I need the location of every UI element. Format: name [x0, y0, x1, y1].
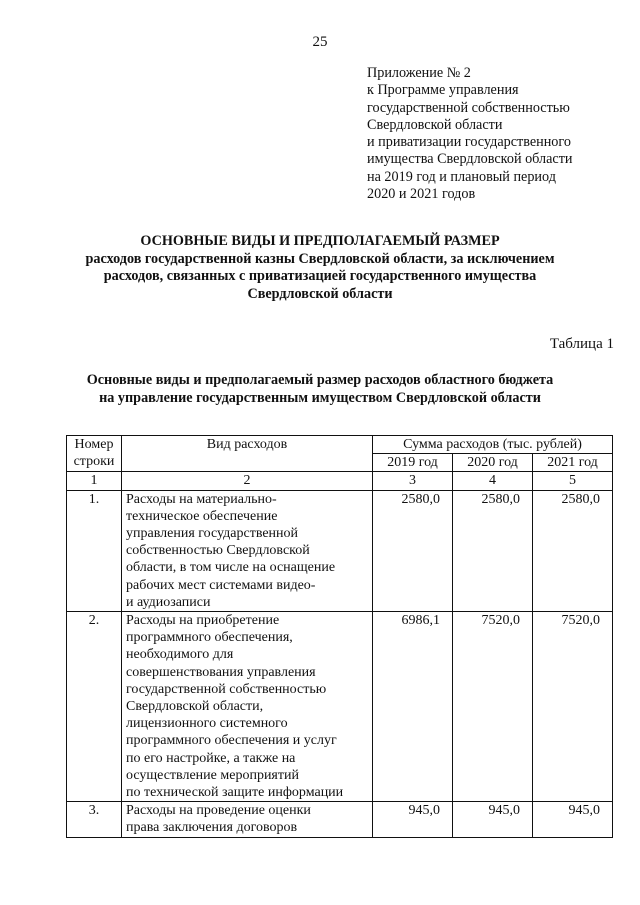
expense-kind-line: Расходы на материально-: [126, 491, 277, 507]
caption-line: Основные виды и предполагаемый размер расходов областного бюджета: [86, 372, 554, 388]
appendix-line: и приватизации государственного: [367, 134, 571, 151]
header-row-number-line: Номер: [74, 437, 114, 452]
header-row-number: [67, 436, 122, 472]
appendix-line: Свердловской области: [367, 116, 503, 133]
header-year-2019: 2019 год: [373, 454, 453, 472]
title-line: расходов, связанных с приватизацией государственного имущества: [103, 268, 537, 284]
amount-cell: 2580,0: [533, 490, 613, 611]
amount-cell: 6986,1: [373, 612, 453, 802]
table-number: Таблица 1: [549, 336, 614, 352]
title-line: Свердловской области: [247, 285, 393, 302]
appendix-line: к Программе управления: [367, 82, 519, 99]
expense-kind-cell: [122, 490, 373, 611]
column-index: 2: [122, 472, 373, 490]
caption-line: на управление государственным имуществом Свердловской области: [99, 389, 541, 406]
column-index: 1: [67, 472, 122, 490]
expense-kind-line: Расходы на приобретение: [126, 613, 280, 629]
table-row: [67, 612, 613, 802]
amount-cell: 7520,0: [533, 612, 613, 802]
expense-kind-line: программного обеспечения и услуг: [126, 733, 337, 749]
expense-kind-line: совершенствования управления: [126, 664, 316, 680]
expense-kind-line: осуществление мероприятий: [126, 767, 299, 783]
expense-kind-line: Расходы на проведение оценки: [126, 803, 311, 819]
expense-kind-line: техническое обеспечение: [126, 508, 278, 524]
appendix-line: имущества Свердловской области: [367, 151, 573, 168]
expense-kind-line: лицензионного системного: [126, 716, 288, 732]
header-year-2021: 2021 год: [533, 454, 613, 472]
expense-kind-line: области, в том числе на оснащение: [126, 560, 336, 576]
amount-cell: 945,0: [533, 802, 613, 837]
amount-cell: 7520,0: [453, 612, 533, 802]
expense-kind-line: необходимого для: [126, 647, 234, 663]
appendix-line: 2020 и 2021 годов: [367, 186, 476, 203]
amount-cell: 2580,0: [453, 490, 533, 611]
expense-kind-cell: [122, 802, 373, 837]
expenses-table: [66, 435, 613, 838]
table-row: [67, 490, 613, 611]
table-header-row: [67, 436, 613, 454]
column-index-row: [67, 472, 613, 490]
table-caption: [0, 372, 640, 407]
appendix-note: [367, 65, 627, 203]
expense-kind-line: рабочих мест системами видео-: [126, 577, 316, 593]
expense-kind-line: права заключения договоров: [126, 820, 298, 836]
document-title: [0, 233, 640, 303]
appendix-line: Приложение № 2: [367, 65, 471, 81]
row-number-cell: 1.: [67, 490, 122, 611]
expense-kind-line: Свердловской области,: [126, 699, 264, 715]
expense-kind-line: по его настройке, а также на: [126, 750, 296, 766]
header-row-number-line: строки: [73, 454, 115, 470]
row-number-cell: 2.: [67, 612, 122, 802]
amount-cell: 2580,0: [373, 490, 453, 611]
appendix-line: на 2019 год и плановый период: [367, 168, 556, 185]
expense-kind-cell: [122, 612, 373, 802]
row-number-cell: 3.: [67, 802, 122, 837]
amount-cell: 945,0: [373, 802, 453, 837]
title-line: ОСНОВНЫЕ ВИДЫ И ПРЕДПОЛАГАЕМЫЙ РАЗМЕР: [140, 233, 500, 249]
header-year-2020: 2020 год: [453, 454, 533, 472]
header-kind: Вид расходов: [122, 436, 373, 472]
expense-kind-line: по технической защите информации: [126, 785, 344, 801]
expense-kind-line: управления государственной: [126, 526, 299, 542]
column-index: 3: [373, 472, 453, 490]
column-index: 4: [453, 472, 533, 490]
expense-kind-line: и аудиозаписи: [126, 594, 211, 610]
table-row: [67, 802, 613, 837]
header-sum: Сумма расходов (тыс. рублей): [373, 436, 613, 454]
title-line: расходов государственной казны Свердловской области, за исключением: [85, 250, 555, 267]
expense-kind-line: собственностью Свердловской: [126, 543, 310, 559]
page-number: 25: [312, 34, 328, 50]
expense-kind-line: государственной собственностью: [126, 681, 327, 697]
amount-cell: 945,0: [453, 802, 533, 837]
column-index: 5: [533, 472, 613, 490]
appendix-line: государственной собственностью: [367, 99, 570, 116]
expense-kind-line: программного обеспечения,: [126, 630, 293, 646]
